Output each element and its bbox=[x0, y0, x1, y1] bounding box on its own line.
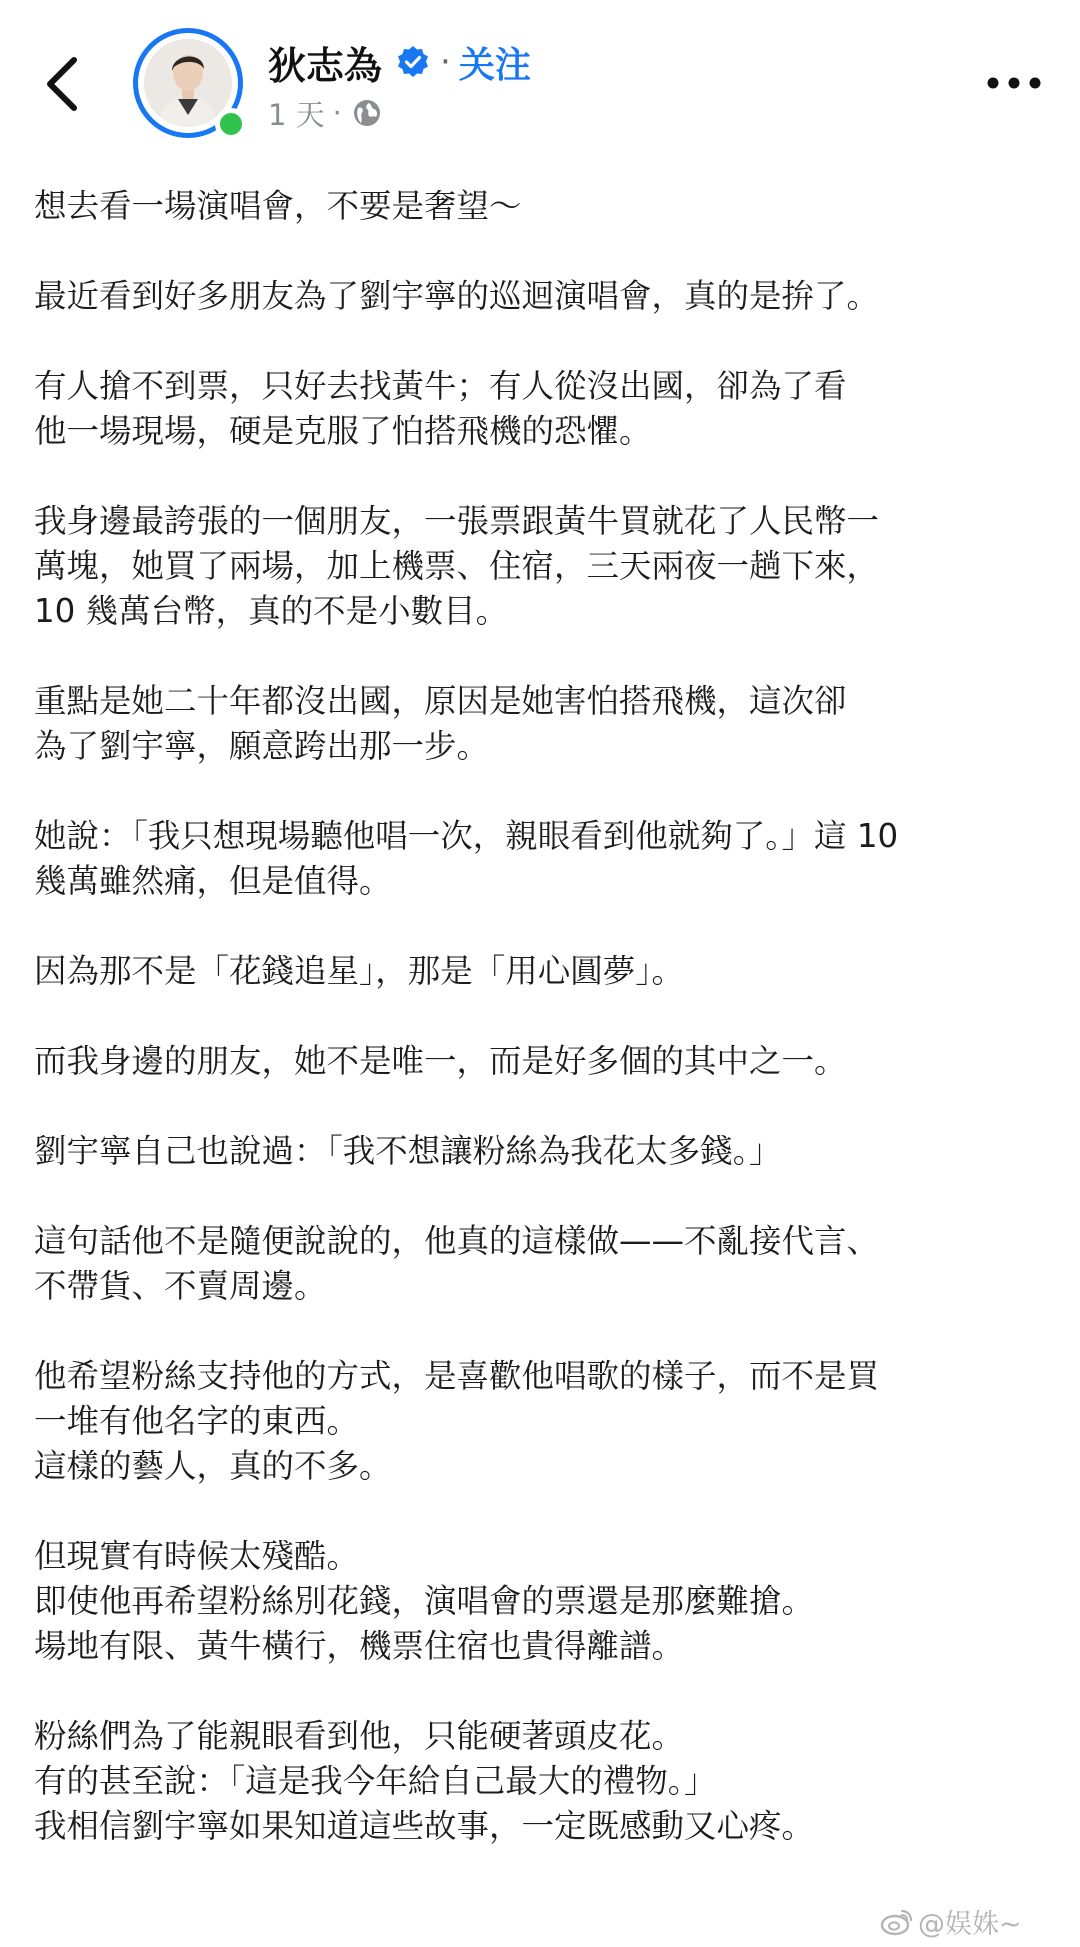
post-paragraph bbox=[34, 1219, 1046, 1309]
online-status-dot bbox=[215, 108, 247, 140]
post-paragraph bbox=[34, 679, 1046, 769]
verified-badge-icon bbox=[396, 45, 430, 79]
post-line: 場地有限、黃牛橫行，機票住宿也貴得離譜。 bbox=[34, 1627, 685, 1665]
post-paragraph bbox=[34, 814, 1046, 904]
post-line: 她說：「我只想現場聽他唱一次，親眼看到他就夠了。」這 10 bbox=[34, 817, 899, 855]
more-options-button[interactable] bbox=[985, 68, 1043, 98]
post-paragraph bbox=[34, 364, 1046, 454]
back-button[interactable] bbox=[38, 52, 88, 116]
post-line: 想去看一場演唱會，不要是奢望～ bbox=[34, 187, 522, 225]
author-row bbox=[268, 34, 531, 90]
watermark-text: @娱姝~ bbox=[918, 1908, 1022, 1940]
post-line: 幾萬雖然痛，但是值得。 bbox=[34, 862, 392, 900]
follow-button[interactable]: 关注 bbox=[458, 44, 531, 86]
post-line: 而我身邊的朋友，她不是唯一，而是好多個的其中之一。 bbox=[34, 1042, 847, 1080]
post-line: 一堆有他名字的東西。 bbox=[34, 1402, 360, 1440]
post-line: 劉宇寧自己也說過：「我不想讓粉絲為我花太多錢。」 bbox=[34, 1132, 782, 1170]
post-paragraph bbox=[34, 1354, 1046, 1489]
author-name[interactable]: 狄志為 bbox=[268, 43, 383, 88]
post-paragraph bbox=[34, 499, 1046, 634]
post-line: 這句話他不是隨便說說的，他真的這樣做——不亂接代言、 bbox=[34, 1222, 880, 1260]
post-line: 因為那不是「花錢追星」，那是「用心圓夢」。 bbox=[34, 952, 685, 990]
watermark bbox=[880, 1902, 1022, 1940]
post-body bbox=[34, 184, 1046, 1894]
separator-dot: · bbox=[440, 42, 451, 82]
post-meta bbox=[268, 93, 382, 133]
post-line: 萬塊，她買了兩場，加上機票、住宿，三天兩夜一趟下來， bbox=[34, 547, 880, 585]
post-paragraph bbox=[34, 1039, 1046, 1084]
chevron-left-icon bbox=[50, 60, 74, 108]
post-line: 我身邊最誇張的一個朋友，一張票跟黃牛買就花了人民幣一 bbox=[34, 502, 880, 540]
post-line: 即使他再希望粉絲別花錢，演唱會的票還是那麼難搶。 bbox=[34, 1582, 815, 1620]
post-paragraph bbox=[34, 274, 1046, 319]
post-line: 10 幾萬台幣，真的不是小數目。 bbox=[34, 592, 509, 630]
post-paragraph bbox=[34, 1129, 1046, 1174]
post-line: 但現實有時候太殘酷。 bbox=[34, 1537, 360, 1575]
globe-icon bbox=[352, 98, 382, 128]
post-line: 重點是她二十年都沒出國，原因是她害怕搭飛機，這次卻 bbox=[34, 682, 847, 720]
post-timestamp[interactable]: 1 天 bbox=[268, 97, 325, 132]
weibo-logo-icon bbox=[880, 1906, 914, 1936]
avatar[interactable] bbox=[133, 28, 243, 138]
post-paragraph bbox=[34, 184, 1046, 229]
post-paragraph bbox=[34, 1714, 1046, 1849]
post-line: 粉絲們為了能親眼看到他，只能硬著頭皮花。 bbox=[34, 1717, 685, 1755]
post-header bbox=[0, 0, 1080, 165]
post-paragraph bbox=[34, 949, 1046, 994]
post-line: 他希望粉絲支持他的方式，是喜歡他唱歌的樣子，而不是買 bbox=[34, 1357, 880, 1395]
more-horizontal-icon bbox=[988, 78, 1041, 89]
post-line: 不帶貨、不賣周邊。 bbox=[34, 1267, 327, 1305]
post-line: 最近看到好多朋友為了劉宇寧的巡迴演唱會，真的是拚了。 bbox=[34, 277, 880, 315]
post-line: 他一場現場，硬是克服了怕搭飛機的恐懼。 bbox=[34, 412, 652, 450]
post-line: 這樣的藝人，真的不多。 bbox=[34, 1447, 392, 1485]
post-paragraph bbox=[34, 1534, 1046, 1669]
meta-separator-dot: · bbox=[332, 96, 342, 130]
post-line: 我相信劉宇寧如果知道這些故事，一定既感動又心疼。 bbox=[34, 1807, 815, 1845]
post-line: 有的甚至說：「這是我今年給自己最大的禮物。」 bbox=[34, 1762, 717, 1800]
post-line: 有人搶不到票，只好去找黃牛；有人從沒出國，卻為了看 bbox=[34, 367, 847, 405]
post-line: 為了劉宇寧，願意跨出那一步。 bbox=[34, 727, 490, 765]
